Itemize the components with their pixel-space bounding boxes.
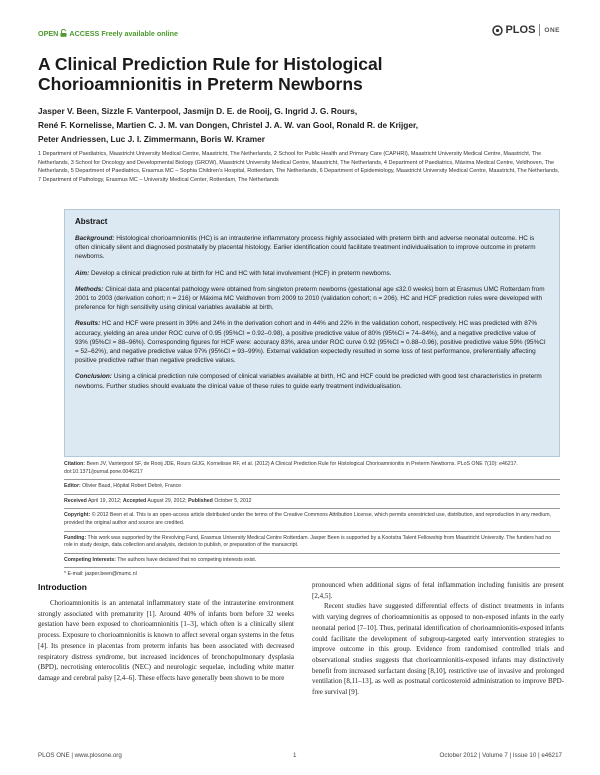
abstract-results: Results: HC and HCF were present in 39% and 24% in the derivation cohort and in 44% and 22% in the validation cohort, respectively. HC was predicted with 87% accuracy, yielding an area under ROC curve of 0.95 (95%CI = 0.92–0.98), a positive predictive value of 80% (95%CI = 74–84%), and a negative predictive value of 93% (95%CI = 88–96%). Corresponding figures for HCF were: accuracy 83%, area under ROC curve 0.92 (95%CI = 0.88–0.96), positive predictive value 59% (95%CI = 52–62%), and negative predictive value 97% (95%CI = 93–99%). External validation expectedly resulted in some loss of test performance, preferentially affecting positive predictive rather than negative predictive values. xyxy=(75,320,546,365)
author-line-2: René F. Kornelisse, Martien C. J. M. van Dongen, Christel J. A. W. van Gool, Ronald R. de Krijger, xyxy=(38,120,419,130)
logo-divider xyxy=(539,24,540,36)
introduction-heading: Introduction xyxy=(38,582,87,592)
meta-divider xyxy=(64,567,560,568)
competing-interests: Competing Interests: The authors have declared that no competing interests exist. xyxy=(64,556,257,563)
abstract-background: Background: Histological chorioamnionitis (HC) is an intrauterine inflammatory process highly associated with preterm birth and adverse neonatal outcome. HC is often clinically silent and diagnosed postnatally by placental histology. Earlier identification could facilitate treatment individualisation to improve outcome in preterm newborns. xyxy=(75,235,536,261)
footer-issue: October 2012 | Volume 7 | Issue 10 | e46217 xyxy=(439,752,562,759)
dates: Received April 19, 2012; Accepted August 29, 2012; Published October 5, 2012 xyxy=(64,497,252,504)
abstract-heading: Abstract xyxy=(75,217,108,226)
affiliations: 1 Department of Paediatrics, Maastricht University Medical Centre, Maastricht, The Netherlands, 2 School for Public Health and Primary Care (CAPHRI), Maastricht University Medical Centre, Maastricht, The Netherlands, 3 School for Oncology and Developmental Biology (GROW), Maastricht University Medical Centre, Maastricht, The Netherlands, 4 Department of Paediatrics, Máxima Medical Centre, Veldhoven, The Netherlands, 5 Department of Paediatrics, Erasmus MC – Sophia Children's Hospital, Rotterdam, The Netherlands, 6 Department of Epidemiology, Maastricht University Medical Centre, Maastricht, The Netherlands, 7 Department of Pathology, Erasmus MC – University Medical Center, Rotterdam, The Netherlands xyxy=(38,151,560,183)
intro-paragraph-2: Recent studies have suggested differential effects of distinct treatments in infants with varying degrees of chorioamnionitis as opposed to non-exposed infants in the early neonatal period [7–10]. Thus, perinatal identification of chorioamnionitis-exposed infants could facilitate the development of subgroup-targeted early intervention strategies to improve outcome in this group. Evidence from randomised controlled trials and observational studies suggests that chorioamnionitis-exposed infants may distinctively benefit from increased surfactant dosing [8,10], restrictive use of invasive and prolonged ventilation [8,11–13], as well as postnatal corticosteroid administration to improve BPD-free survival [9]. xyxy=(312,602,564,697)
intro-paragraph-1-cont: pronounced when additional signs of fetal inflammation including funisitis are present [2,4,5]. xyxy=(312,581,564,600)
plos-logo-icon xyxy=(492,25,503,36)
author-list xyxy=(38,104,568,146)
intro-paragraph-1: Chorioamnionitis is an antenatal inflammatory state of the intrauterine environment strongly associated with prematurity [1]. Around 40% of infants born before 32 weeks gestation have been exposed to chorioamnionitis [1–3], which often is a clinically silent process. Exposure to chorioamnionitis is known to affect several organ systems in the fetus [4]. Its presence in placentas from preterm infants has been associated with decreased respiratory distress syndrome, but increased incidences of bronchopulmonary dysplasia (BPD), necrotising enterocolitis (NEC) and neurologic sequelae, including white matter damage and cerebral palsy [2,4–6]. These effects have generally been shown to be more xyxy=(38,599,294,682)
footer-journal[interactable]: PLOS ONE | www.plosone.org xyxy=(38,752,122,759)
article-title: A Clinical Prediction Rule for Histological Chorioamnionitis in Preterm Newborns xyxy=(38,54,383,94)
editor: Editor: Olivier Baud, Hôpital Robert Debré, France xyxy=(64,483,182,490)
meta-divider xyxy=(64,531,560,532)
funding: Funding: This work was supported by the Revolving Fund, Erasmus University Medical Centre Rotterdam. Jasper Been is supported by a Kootstra Talent Fellowship from Maastricht University. The funders had no role in study design, data collection and analysis, decision to publish, or preparation of the manuscript. xyxy=(64,534,552,549)
meta-divider xyxy=(64,508,560,509)
abstract-conclusion: Conclusion: Using a clinical prediction rule composed of clinical variables available at birth, HC and HCF could be predicted with good test characteristics in preterm newborns. Further studies should evaluate the clinical value of these rules to guide early treatment individualisation. xyxy=(75,373,542,390)
open-access-banner: OPEN ACCESS Freely available online xyxy=(38,29,179,38)
meta-divider xyxy=(64,479,560,480)
corresponding-email[interactable]: * E-mail: jasper.been@mumc.nl xyxy=(64,571,137,578)
abstract-box xyxy=(64,209,560,457)
abstract-methods: Methods: Clinical data and placental pathology were obtained from singleton preterm newborns (gestational age ≤32.0 weeks) born at Erasmus UMC Rotterdam from 2001 to 2003 (derivation cohort; n = 216) or Máxima MC Veldhoven from 2009 to 2010 (validation cohort; n = 206). HC and HCF prediction rules were developed with preference for high sensitivity using clinical variables available at birth. xyxy=(75,285,545,312)
author-line-1: Jasper V. Been, Sizzle F. Vanterpool, Jasmijn D. E. de Rooij, G. Ingrid J. G. Rours, xyxy=(38,106,358,116)
meta-divider xyxy=(64,553,560,554)
page-number: 1 xyxy=(293,752,297,759)
article-metadata xyxy=(64,461,560,582)
meta-divider xyxy=(64,494,560,495)
abstract-aim: Aim: Develop a clinical prediction rule at birth for HC and HC with fetal involvement (HCF) in preterm newborns. xyxy=(75,269,392,277)
citation: Citation: Been JV, Vanterpool SF, de Rooij JDE, Rours GIJG, Kornelisse RF, et al. (2012) A Clinical Prediction Rule for Histological Chorioamnionitis in Preterm Newborns. PLoS ONE 7(10): e46217. doi:10.1371/journal.pone.0046217 xyxy=(64,461,518,475)
plos-one-logo xyxy=(492,24,560,36)
intro-column-right xyxy=(312,580,564,698)
open-lock-icon xyxy=(60,29,67,37)
plos-one-suffix: ONE xyxy=(544,26,560,34)
copyright: Copyright: © 2012 Been et al. This is an open-access article distributed under the terms of the Creative Commons Attribution License, which permits unrestricted use, distribution, and reproduction in any medium, provided the original author and source are credited. xyxy=(64,512,551,526)
plos-wordmark: PLOS xyxy=(492,24,535,36)
intro-column-left xyxy=(38,598,294,684)
author-line-3: Peter Andriessen, Luc J. I. Zimmermann, Boris W. Kramer xyxy=(38,134,266,144)
